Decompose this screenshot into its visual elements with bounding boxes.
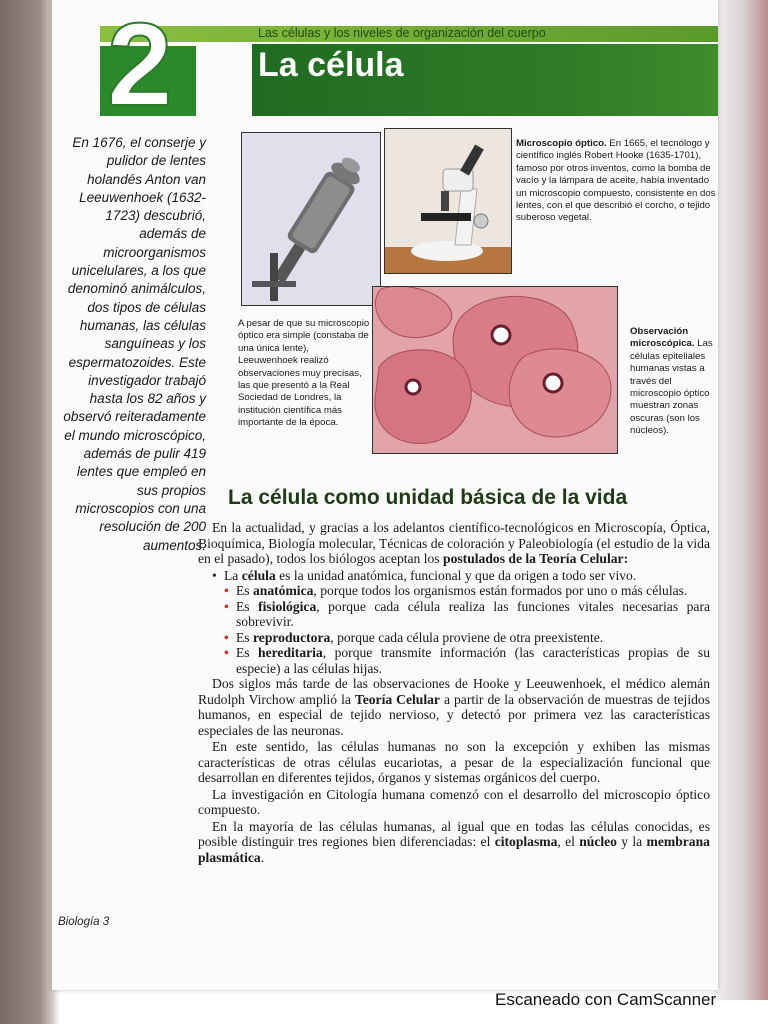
section-body [198,520,710,866]
section-intro-paragraph [198,520,710,567]
optical-microscope-image [384,128,512,274]
bullet-marker: • [224,645,229,660]
paragraph-text: a partir de la observación de muestras de tejidos humanos, en especial de tejido nervioso, y detectó por primera vez las características especiales de las neuronas. [198,691,710,738]
chapter-number: 2 [107,0,173,131]
list-item-text: , porque cada célula proviene de otra preexistente. [330,629,604,645]
bullet-marker: • [212,567,217,583]
list-item [198,568,710,584]
bullet-marker: • [224,583,229,598]
leeuwenhoek-caption: A pesar de que su microscopio óptico era simple (constaba de una única lente), Leeuwenhoek realizó observaciones muy precisas, las que presentó a la Real Sociedad de Londres, la institución científica más importante de la época. [238,318,370,429]
list-item-text: Es [236,583,253,598]
section-heading: La célula como unidad básica de la vida [228,486,628,509]
list-item-text: La [224,567,242,583]
cytology-paragraph: La investigación en Citología humana comenzó con el desarrollo del microscopio óptico compuesto. [198,786,710,817]
list-item-bold: fisiológica [258,598,317,614]
virchow-paragraph [198,676,710,738]
list-item [198,630,710,646]
list-item [198,599,710,630]
leeuwenhoek-microscope-image [241,132,381,306]
observation-caption [630,326,714,438]
paragraph-text: y la [621,834,643,849]
list-item-text: es la unidad anatómica, funcional y que da origen a todo ser vivo. [275,567,637,583]
epithelial-cells-image [372,286,618,454]
paragraph-bold: Teoría Celular [354,691,440,707]
list-item-bold: anatómica [253,583,314,598]
list-item [198,645,710,676]
topic-text: Las células y los niveles de organización del cuerpo [258,26,546,40]
list-item-text: , porque todos los organismos están formados por uno o más células. [313,583,688,598]
paragraph-text: En la mayoría de las células humanas, al igual que en todas las células conocidas, es posible distinguir tres regiones bien diferenciadas: el [198,818,710,849]
title-band [252,44,718,116]
observation-caption-text: Las células epiteliales humanas vistas a través del microscopio óptico muestran zonas oscuras (son los núcleos). [630,338,713,437]
paragraph-text: , el [557,834,575,849]
paragraph-bold: membrana plasmática [198,834,710,865]
eukaryote-paragraph: En este sentido, las células humanas no son la excepción y exhiben las mismas características de otras células eucariotas, a pesar de la especialización funcional que desarrollan en diferentes tejidos, órganos y sistemas orgánicos del cuerpo. [198,739,710,785]
intro-sidebar-text: En 1676, el conserje y pulidor de lentes holandés Anton van Leeuwenhoek (1632-1723) descubrió, además de microorganismos unicelulares, a los que denominó animálculos, dos tipos de células humanas, las células sanguíneas y los espermatozoides. Este investigador trabajó hasta los 82 años y observó reiteradamente el mundo microscópico, además de pulir 419 lentes que empleó en sus propios microscopios con una resolución de 200 aumentos. [63,135,206,553]
postulates-list [198,568,710,677]
paragraph-text: . [260,849,265,865]
bullet-marker: • [224,598,229,614]
list-item-bold: célula [241,567,276,583]
list-item-text: , porque transmite información (las características propias de su especie) a las células hijas. [236,645,710,676]
page-title: La célula [258,46,404,84]
list-item-text: Es [236,645,259,660]
intro-paragraph-bold: postulados de la Teoría Celular [443,551,624,566]
regions-paragraph [198,819,710,866]
topic-band [100,26,718,42]
list-item-text: , porque cada célula realiza las funciones vitales necesarias para sobrevivir. [236,598,711,629]
intro-paragraph-text: En la actualidad, y gracias a los adelantos científico-tecnológicos en Microscopía, Óptica, Bioquímica, Biología molecular, Técnicas de coloración y Paleobiología (el estudio de la vida en el pasado), todos los biólogos aceptan los [198,520,710,566]
scanner-watermark: Escaneado con CamScanner [495,990,717,1009]
list-item-text: Es [236,629,253,645]
observation-caption-title: Observación microscópica. [630,326,695,350]
bullet-marker: • [224,629,229,645]
paragraph-bold: citoplasma [494,834,558,849]
page-footer: Biología 3 [58,916,110,928]
list-item-bold: reproductora [253,629,331,645]
list-item-bold: hereditaria [258,645,323,660]
intro-paragraph-end: : [623,551,629,566]
paragraph-text: Dos siglos más tarde de las observaciones de Hooke y Leeuwenhoek, el médico alemán Rudolph Virchow amplió la [198,676,710,707]
book-page [52,0,718,990]
microscope-caption-text: En 1665, el tecnólogo y científico inglés Robert Hooke (1635-1701), famoso por otros inventos, como la bomba de vacío y la lámpara de aceite, había inventado un microscopio compuesto, consistente en dos lentes, con el que describió el corcho, o tejido suberoso vegetal. [516,138,716,224]
microscope-caption [516,138,718,225]
paragraph-bold: núcleo [579,834,617,849]
list-item-text: Es [236,598,259,614]
microscope-caption-title: Microscopio óptico. [516,138,607,149]
list-item [198,583,710,599]
photo-right-edge [714,0,768,1000]
